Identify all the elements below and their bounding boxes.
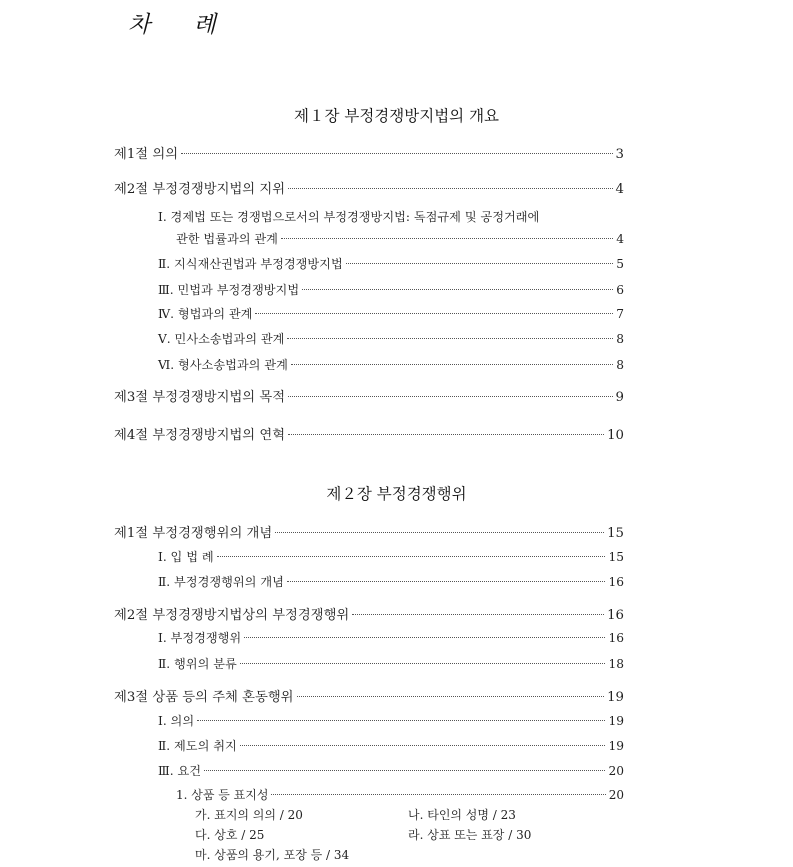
chapter-1-title: 제１장 부정경쟁방지법의 개요: [293, 107, 500, 125]
toc-entry-label: Ⅱ. 부정경쟁행위의 개념: [158, 575, 284, 589]
dot-leader: [302, 289, 613, 290]
toc-subentry[interactable]: 나. 타인의 성명 / 23: [408, 808, 516, 822]
toc-entry-label: 제1절 부정경쟁행위의 개념: [114, 526, 273, 541]
dot-leader: [291, 364, 613, 365]
toc-subentry[interactable]: 라. 상표 또는 표장 / 30: [408, 828, 532, 842]
toc-entry-label: 1. 상품 등 표지성: [176, 788, 269, 802]
toc-entry-label: Ⅱ. 행위의 분류: [158, 657, 237, 671]
toc-entry[interactable]: [158, 548, 624, 565]
toc-entry-label: 제2절 부정경쟁방지법의 지위: [114, 182, 286, 197]
toc-entry-page: 10: [607, 428, 624, 443]
toc-entry-page: 8: [616, 332, 624, 346]
toc-entry-page: 16: [608, 631, 624, 645]
toc-entry-label: Ⅱ. 제도의 취지: [158, 739, 237, 753]
toc-entry-label: Ⅱ. 지식재산권법과 부정경쟁방지법: [158, 257, 343, 271]
toc-entry-page: 4: [615, 182, 624, 197]
toc-entry-page: 18: [608, 657, 624, 671]
dot-leader: [281, 238, 613, 239]
toc-entry-label: Ⅴ. 민사소송법과의 관계: [158, 332, 285, 346]
dot-leader: [244, 637, 605, 638]
toc-entry[interactable]: [176, 786, 624, 803]
dot-leader: [240, 663, 606, 664]
dot-leader: [204, 770, 605, 771]
toc-entry-label: 제3절 부정경쟁방지법의 목적: [114, 390, 286, 405]
toc-entry-page: 6: [616, 283, 624, 297]
toc-entry-label: Ⅰ. 입 법 례: [158, 550, 214, 564]
toc-entry-page: 8: [616, 358, 624, 372]
dot-leader: [217, 556, 606, 557]
toc-entry-page: 5: [616, 257, 624, 271]
toc-entry[interactable]: [114, 178, 624, 197]
toc-entry-page: 19: [608, 714, 624, 728]
dot-leader: [287, 338, 613, 339]
dot-leader: [346, 263, 614, 264]
toc-entry[interactable]: [158, 281, 624, 298]
dot-leader: [297, 696, 605, 697]
dot-leader: [352, 614, 604, 615]
toc-entry[interactable]: [114, 143, 624, 162]
toc-entry-label: 제3절 상품 등의 주체 혼동행위: [114, 690, 294, 705]
toc-entry[interactable]: [158, 356, 624, 373]
toc-entry[interactable]: [114, 604, 624, 623]
toc-entry-page: 20: [608, 788, 624, 802]
chapter-2-title: 제２장 부정경쟁행위: [326, 485, 467, 503]
dot-leader: [240, 745, 606, 746]
dot-leader: [255, 313, 613, 314]
toc-subentry[interactable]: 가. 표지의 의의 / 20: [195, 808, 303, 822]
toc-entry-page: 20: [608, 764, 624, 778]
toc-entry[interactable]: [114, 686, 624, 705]
dot-leader: [288, 434, 604, 435]
toc-entry[interactable]: [158, 655, 624, 672]
dot-leader: [197, 720, 605, 721]
toc-entry[interactable]: [158, 712, 624, 729]
toc-entry-page: 16: [607, 608, 624, 623]
toc-heading: 차 례: [128, 12, 234, 38]
toc-entry[interactable]: [176, 230, 624, 247]
toc-entry-label: Ⅲ. 요건: [158, 764, 202, 778]
toc-entry-page: 16: [608, 575, 624, 589]
toc-entry[interactable]: [158, 305, 624, 322]
toc-subentry[interactable]: 마. 상품의 용기, 포장 등 / 34: [195, 848, 350, 862]
dot-leader: [288, 396, 612, 397]
toc-entry[interactable]: [114, 424, 624, 443]
toc-entry-label: Ⅰ. 의의: [158, 714, 195, 728]
toc-entry-page: 4: [616, 232, 624, 246]
toc-entry-label: 제2절 부정경쟁방지법상의 부정경쟁행위: [114, 608, 350, 623]
toc-entry-label-line1[interactable]: Ⅰ. 경제법 또는 경쟁법으로서의 부정경쟁방지법: 독점규제 및 공정거래에: [158, 210, 540, 224]
toc-entry[interactable]: [114, 386, 624, 405]
toc-entry-page: 15: [607, 526, 624, 541]
toc-entry-page: 9: [615, 390, 624, 405]
dot-leader: [288, 188, 612, 189]
toc-entry[interactable]: [158, 737, 624, 754]
toc-entry[interactable]: [158, 762, 624, 779]
toc-entry[interactable]: [158, 629, 624, 646]
toc-entry-label: 제1절 의의: [114, 147, 179, 162]
toc-entry-page: 7: [616, 307, 624, 321]
toc-entry-label: Ⅵ. 형사소송법과의 관계: [158, 358, 288, 372]
toc-entry[interactable]: [114, 522, 624, 541]
toc-entry-page: 19: [607, 690, 624, 705]
toc-entry[interactable]: [158, 573, 624, 590]
toc-entry-label: Ⅲ. 민법과 부정경쟁방지법: [158, 283, 300, 297]
toc-entry-page: 3: [615, 147, 624, 162]
dot-leader: [271, 794, 605, 795]
toc-entry-page: 19: [608, 739, 624, 753]
toc-entry-page: 15: [608, 550, 624, 564]
dot-leader: [287, 581, 606, 582]
toc-entry[interactable]: [158, 330, 624, 347]
toc-entry-label: 제4절 부정경쟁방지법의 연혁: [114, 428, 286, 443]
toc-subentry[interactable]: 다. 상호 / 25: [195, 828, 265, 842]
dot-leader: [181, 153, 612, 154]
toc-entry-label-line2: 관한 법률과의 관계: [176, 232, 278, 246]
toc-entry-label: Ⅳ. 형법과의 관계: [158, 307, 253, 321]
dot-leader: [275, 532, 604, 533]
toc-entry[interactable]: [158, 255, 624, 272]
toc-entry-label: Ⅰ. 부정경쟁행위: [158, 631, 242, 645]
